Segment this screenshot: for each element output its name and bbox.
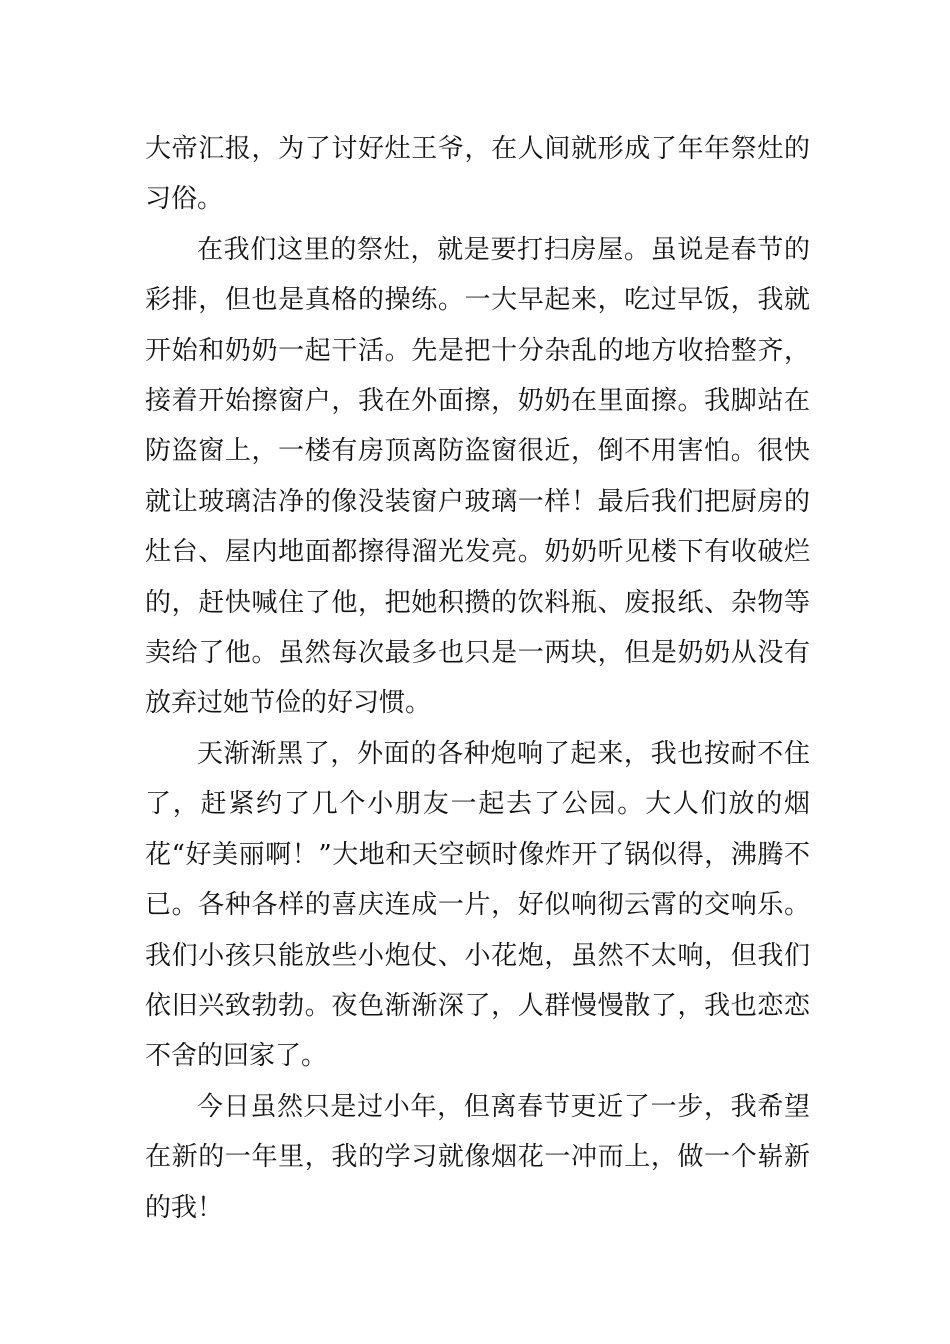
paragraph-continued: 大帝汇报，为了讨好灶王爷，在人间就形成了年年祭灶的习俗。	[145, 134, 810, 215]
paragraph-fireworks: 天渐渐黑了，外面的各种炮响了起来，我也按耐不住了，赶紧约了几个小朋友一起去了公园。大人们放的烟花“好美丽啊！”大地和天空顿时像炸开了锅似得，沸腾不已。各种各样的喜庆连成一片，好似响彻云霄的交响乐。我们小孩只能放些小炮仗、小花炮，虽然不太响，但我们依旧兴致勃勃。夜色渐渐深了，人群慢慢散了，我也恋恋不舍的回家了。	[145, 738, 810, 1072]
document-body	[145, 124, 810, 1233]
paragraph-cleaning: 在我们这里的祭灶，就是要打扫房屋。虽说是春节的彩排，但也是真格的操练。一大早起来，吃过早饭，我就开始和奶奶一起干活。先是把十分杂乱的地方收拾整齐，接着开始擦窗户，我在外面擦，奶奶在里面擦。我脚站在防盗窗上，一楼有房顶离防盗窗很近，倒不用害怕。很快就让玻璃洁净的像没装窗户玻璃一样！最后我们把厨房的灶台、屋内地面都擦得溜光发亮。奶奶听见楼下有收破烂的，赶快喊住了他，把她积攒的饮料瓶、废报纸、杂物等卖给了他。虽然每次最多也只是一两块，但是奶奶从没有放弃过她节俭的好习惯。	[145, 234, 810, 719]
paragraph-conclusion: 今日虽然只是过小年，但离春节更近了一步，我希望在新的一年里，我的学习就像烟花一冲而上，做一个崭新的我！	[145, 1091, 810, 1223]
